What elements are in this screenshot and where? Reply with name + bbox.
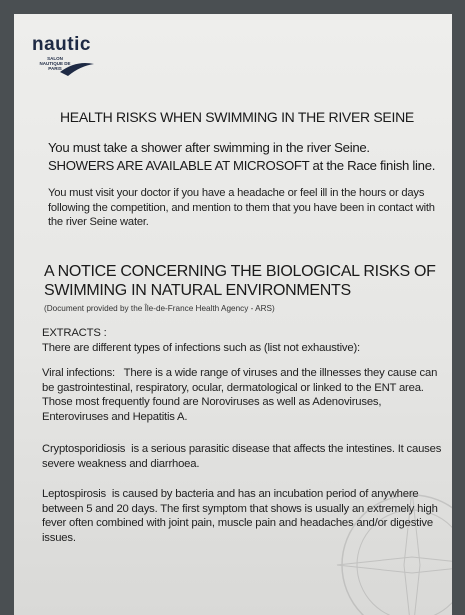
compass-watermark-icon [332, 485, 452, 615]
viral-label: Viral infections: [42, 367, 115, 379]
extracts-intro: There are different types of infections such as (list not exhaustive): [42, 342, 360, 354]
crypto-label: Cryptosporidiosis [42, 443, 126, 455]
page-title: HEALTH RISKS WHEN SWIMMING IN THE RIVER SEINE [60, 109, 414, 125]
logo-wordmark: nautic [32, 34, 91, 55]
extracts-heading: EXTRACTS : [42, 327, 107, 339]
lepto-text: is caused by bacteria and has an incubation period of anywhere between 5 and 20 days. The first symptom that shows is usually an extremely high fever often combined with joint pain, muscle pain and headaches and/or digestive issues. [42, 488, 438, 544]
notice-title: A NOTICE CONCERNING THE BIOLOGICAL RISKS OF SWIMMING IN NATURAL ENVIRONMENTS [44, 263, 436, 299]
doctor-advice: You must visit your doctor if you have a headache or feel ill in the hours or days following the competition, and mention to them that you have been in contact with the river Seine water. [48, 187, 435, 228]
viral-infections-paragraph [42, 366, 442, 424]
notice-sheet [14, 14, 452, 615]
shower-location: SHOWERS ARE AVAILABLE AT MICROSOFT at the Race finish line. [48, 158, 436, 173]
logo-subtitle: SALON NAUTIQUE DE PARIS [39, 56, 71, 71]
cryptosporidiosis-paragraph [42, 442, 442, 471]
lepto-label: Leptospirosis [42, 488, 106, 500]
logo-swoosh-icon [60, 62, 94, 76]
crypto-text: is a serious parasitic disease that affects the intestines. It causes severe weakness and diarrhoea. [42, 443, 442, 470]
notice-source: (Document provided by the Île-de-France Health Agency - ARS) [44, 304, 275, 313]
shower-instruction: You must take a shower after swimming in the river Seine. [48, 140, 370, 155]
viral-text: There is a wide range of viruses and the illnesses they cause can be gastrointestinal, respiratory, ocular, dermatological or linked to the ENT area. Those most frequently found are Noroviruses as well as Adenoviruses, Enteroviruses and Hepatitis A. [42, 367, 438, 423]
nautic-logo [32, 34, 102, 82]
